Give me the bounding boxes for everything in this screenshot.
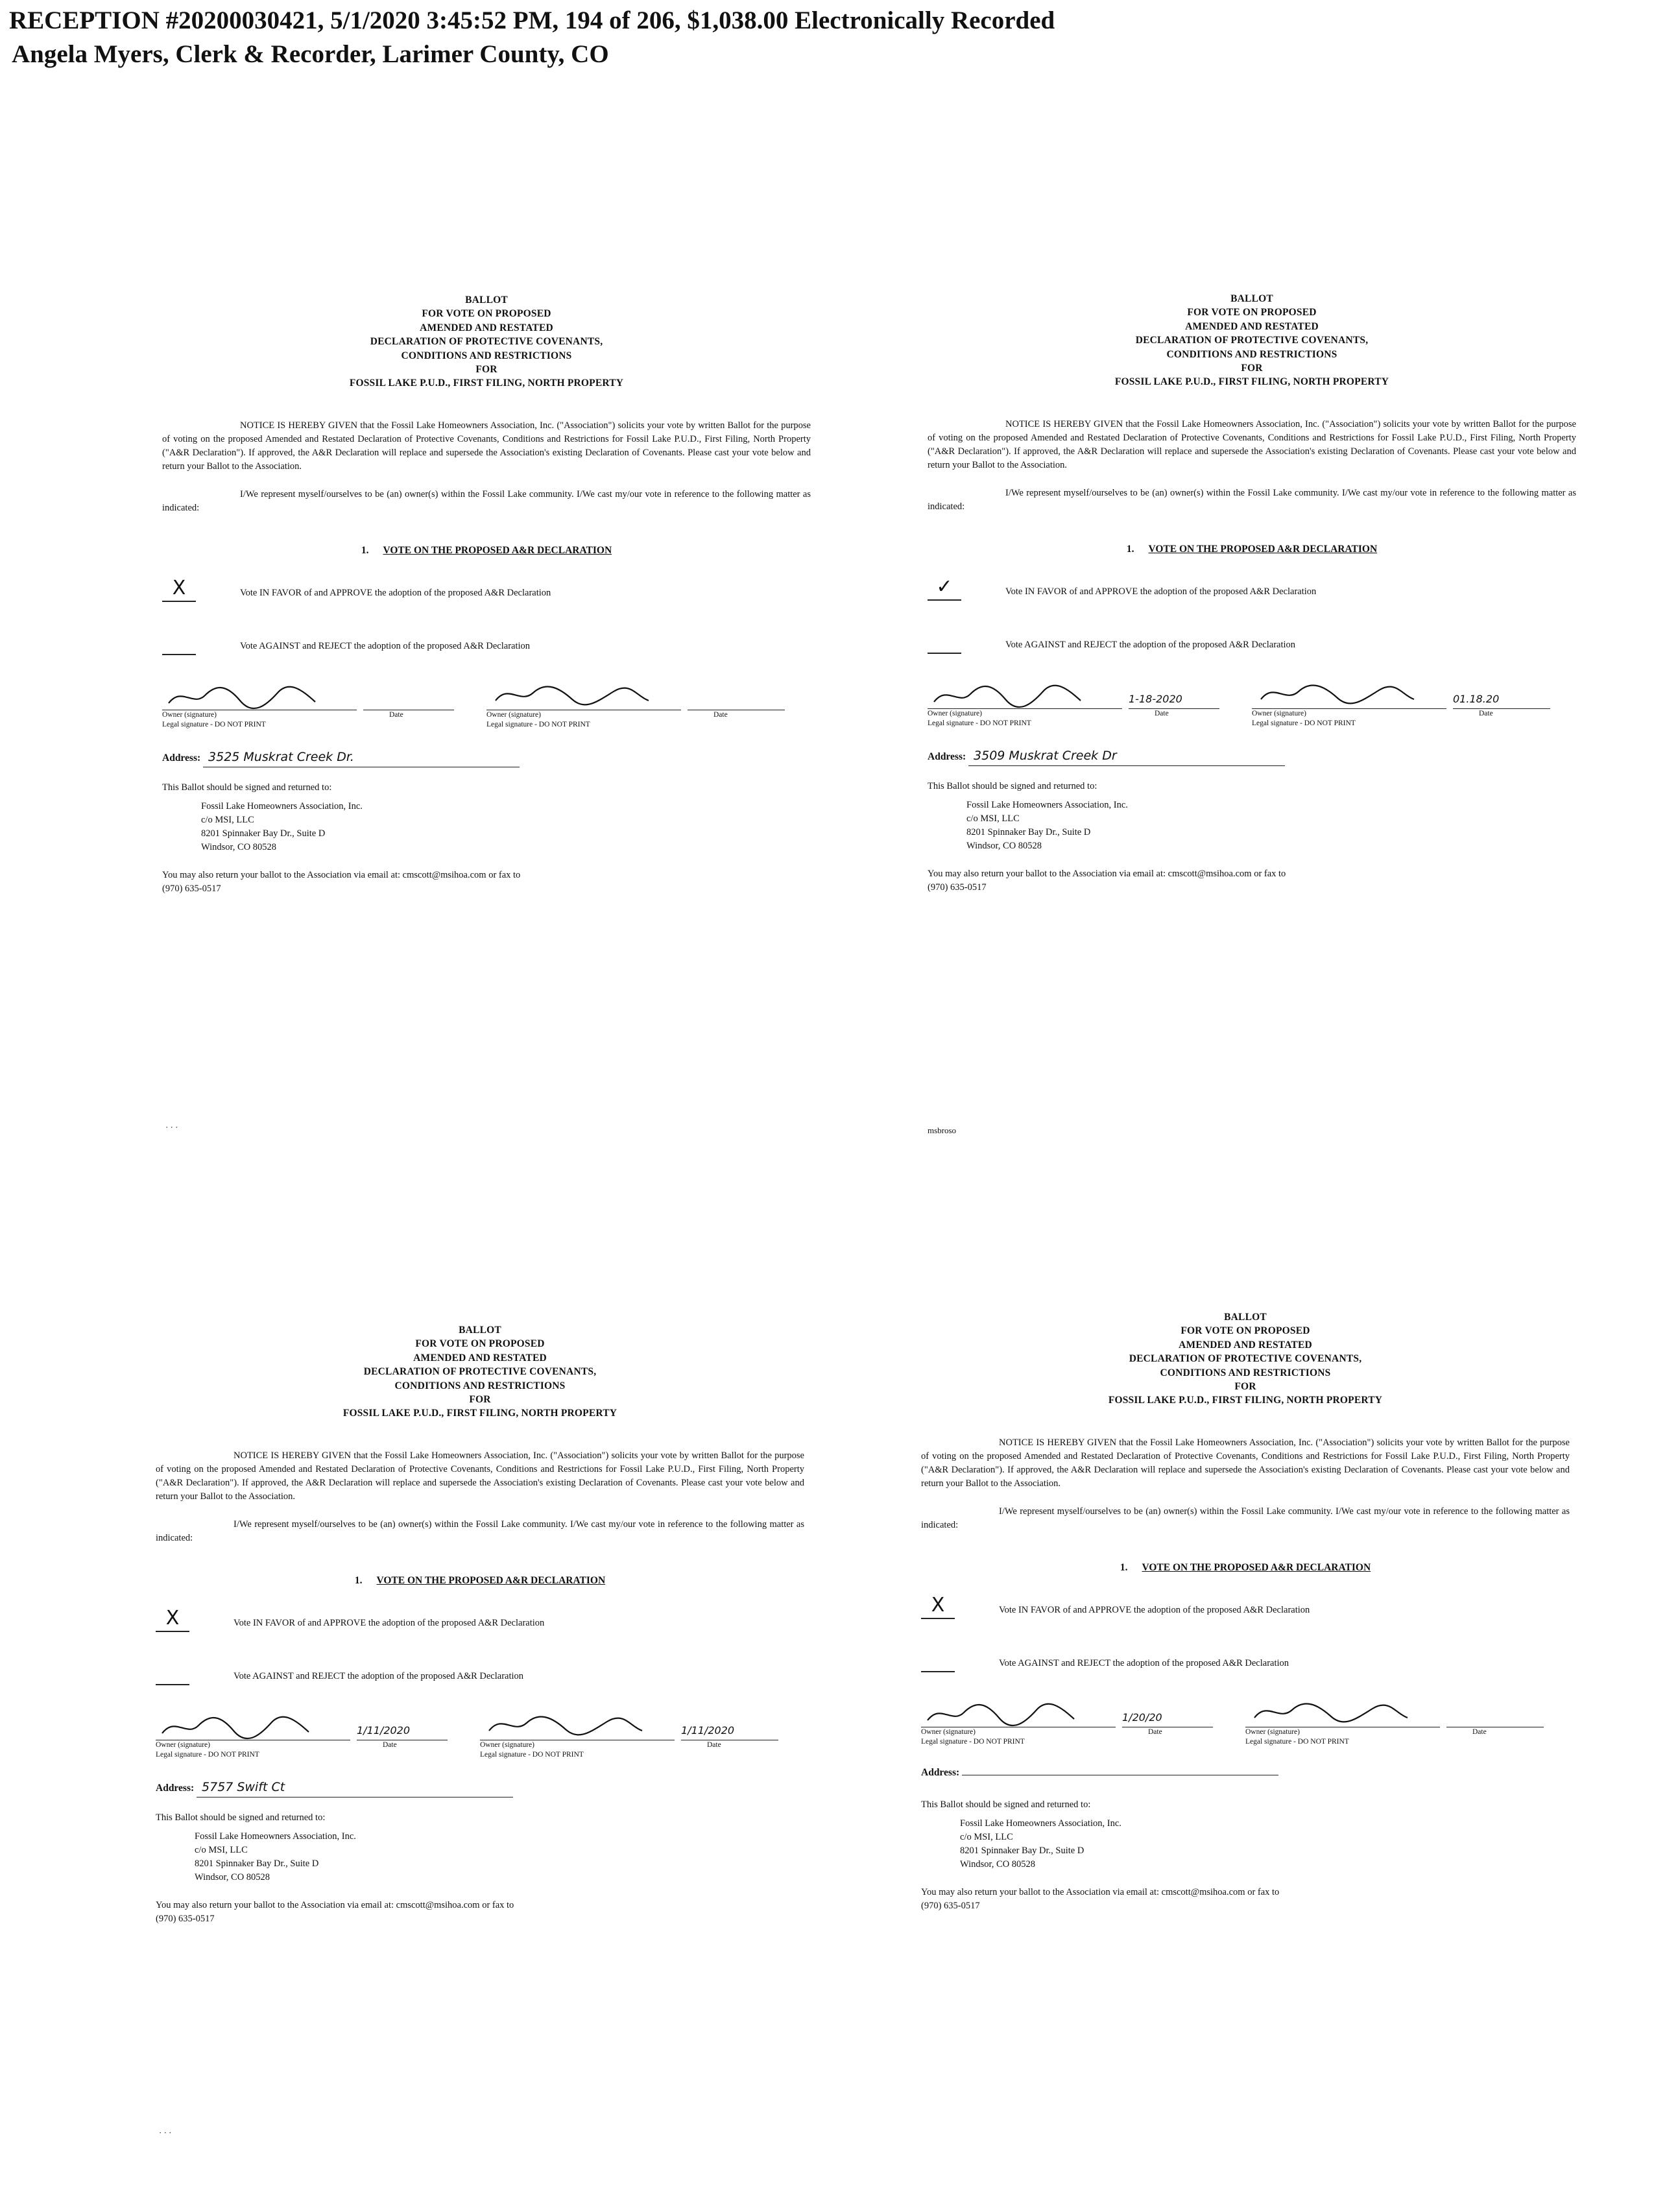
date-caption: Date bbox=[1148, 1728, 1162, 1737]
email-fax-instructions bbox=[928, 867, 1576, 895]
scan-footnote-2: msbroso bbox=[928, 1125, 957, 1135]
association-mailing-address bbox=[195, 1830, 804, 1884]
vote-against-row bbox=[156, 1666, 804, 1687]
association-mailing-address bbox=[966, 799, 1576, 853]
date-caption: Date bbox=[1472, 1728, 1487, 1737]
owner-2-date-block bbox=[688, 679, 785, 719]
signature-row bbox=[162, 679, 811, 737]
mailing-address-line: Fossil Lake Homeowners Association, Inc. bbox=[201, 801, 363, 812]
owner-2-date-block bbox=[681, 1709, 778, 1749]
mailing-address-line: c/o MSI, LLC bbox=[195, 1845, 248, 1856]
handwritten-signature bbox=[1252, 677, 1446, 708]
email-fax-instructions bbox=[162, 869, 811, 896]
recording-header-line-1: RECEPTION #20200030421, 5/1/2020 3:45:52 PM, 194 of 206, $1,038.00 Electronically Recorded bbox=[9, 6, 1055, 34]
email-instructions: You may also return your ballot to the Association via email at: cmscott@msihoa.com or fax to bbox=[921, 1887, 1280, 1898]
mailing-address-line: Fossil Lake Homeowners Association, Inc. bbox=[960, 1818, 1121, 1829]
owner-1-signature-block bbox=[162, 679, 357, 729]
scan-footnote-3: · · · bbox=[159, 2128, 172, 2137]
ballot-title-line: CONDITIONS AND RESTRICTIONS bbox=[394, 1380, 566, 1391]
owner-1-date: 1/11/2020 bbox=[357, 1724, 411, 1737]
section-heading bbox=[921, 1561, 1570, 1575]
mailing-address-line: 8201 Spinnaker Bay Dr., Suite D bbox=[195, 1858, 319, 1869]
ballot-title bbox=[162, 293, 811, 391]
vote-against-row bbox=[162, 636, 811, 656]
mailing-address-line: Windsor, CO 80528 bbox=[201, 842, 277, 853]
address-label: Address: bbox=[928, 751, 966, 763]
ballot-title-line: FOR bbox=[475, 363, 497, 375]
address-field[interactable]: 3509 Muskrat Creek Dr bbox=[968, 747, 1285, 766]
section-number: 1. bbox=[354, 1574, 363, 1586]
vote-against-label: Vote AGAINST and REJECT the adoption of the proposed A&R Declaration bbox=[999, 1658, 1289, 1669]
ballot-title-line: CONDITIONS AND RESTRICTIONS bbox=[1166, 348, 1337, 360]
fax-number: (970) 635-0517 bbox=[162, 884, 221, 895]
ballot-title bbox=[921, 1310, 1570, 1408]
vote-against-row bbox=[928, 634, 1576, 655]
vote-favor-row bbox=[928, 575, 1576, 602]
section-title: VOTE ON THE PROPOSED A&R DECLARATION bbox=[376, 1574, 606, 1586]
section-number: 1. bbox=[1126, 543, 1134, 555]
owner-2-signature-line[interactable] bbox=[1252, 677, 1446, 709]
owner-2-signature-line[interactable] bbox=[1245, 1696, 1440, 1727]
owner-representation: I/We represent myself/ourselves to be (an) owner(s) within the Fossil Lake community. I/We cast my/our vote in reference to the following matter as indicated: bbox=[928, 487, 1576, 512]
address-row bbox=[928, 747, 1576, 771]
mailing-address-line: Fossil Lake Homeowners Association, Inc. bbox=[966, 800, 1128, 811]
owner-1-legal-caption: Legal signature - DO NOT PRINT bbox=[921, 1737, 1025, 1746]
notice-paragraph: NOTICE IS HEREBY GIVEN that the Fossil Lake Homeowners Association, Inc. ("Association") solicits your vote by written Ballot for the purpose of voting on the proposed Amended and Restated Declaration of Protective Covenants, Conditions and Restrictions for Fossil Lake P.U.D., First Filing, North Property ("A&R Declaration"). If approved, the A&R Declaration will replace and supersede the Association's existing Declaration of Covenants. Please cast your vote below and return your Ballot to the Association. bbox=[156, 1450, 804, 1502]
fax-number: (970) 635-0517 bbox=[921, 1901, 980, 1912]
owner-2-date-block bbox=[1446, 1696, 1544, 1737]
vote-favor-checkbox[interactable]: X bbox=[921, 1596, 955, 1619]
mailing-address-line: Fossil Lake Homeowners Association, Inc. bbox=[195, 1831, 356, 1842]
vote-favor-label: Vote IN FAVOR of and APPROVE the adoption of the proposed A&R Declaration bbox=[240, 588, 551, 599]
ballot-title-line: AMENDED AND RESTATED bbox=[1179, 1339, 1312, 1351]
ballot-title-line: FOSSIL LAKE P.U.D., FIRST FILING, NORTH PROPERTY bbox=[1114, 376, 1389, 388]
return-instructions: This Ballot should be signed and returned to: bbox=[156, 1812, 326, 1823]
handwritten-signature bbox=[928, 677, 1122, 708]
date-caption: Date bbox=[389, 711, 403, 719]
vote-favor-row bbox=[156, 1607, 804, 1633]
owner-2-legal-caption: Legal signature - DO NOT PRINT bbox=[1245, 1737, 1349, 1746]
owner-1-caption bbox=[162, 710, 357, 719]
ballot-title-line: FOR VOTE ON PROPOSED bbox=[1181, 1325, 1310, 1337]
email-fax-instructions bbox=[921, 1886, 1570, 1913]
ballot-title-line: CONDITIONS AND RESTRICTIONS bbox=[401, 350, 572, 361]
ballot-title-line: FOR VOTE ON PROPOSED bbox=[1187, 307, 1317, 319]
owner-1-signature-block bbox=[928, 677, 1122, 728]
section-heading bbox=[156, 1574, 804, 1588]
section-title: VOTE ON THE PROPOSED A&R DECLARATION bbox=[1142, 1561, 1371, 1573]
ballot-title-line: FOR VOTE ON PROPOSED bbox=[422, 308, 551, 320]
owner-1-signature-line[interactable] bbox=[156, 1709, 350, 1740]
mailing-address-line: c/o MSI, LLC bbox=[966, 813, 1020, 824]
ballot-title-line: FOR bbox=[469, 1393, 491, 1405]
address-field[interactable]: 5757 Swift Ct bbox=[197, 1779, 513, 1797]
ballot-title bbox=[156, 1323, 804, 1421]
ballot-title-line: AMENDED AND RESTATED bbox=[1185, 320, 1319, 332]
ballot-form-2 bbox=[928, 292, 1576, 895]
owner-1-date-block bbox=[357, 1709, 448, 1749]
ballot-title-line: FOR bbox=[1241, 362, 1263, 374]
vote-favor-row bbox=[162, 577, 811, 603]
owner-2-signature-block bbox=[1245, 1696, 1440, 1746]
handwritten-signature bbox=[156, 1709, 350, 1740]
notice-paragraph: NOTICE IS HEREBY GIVEN that the Fossil Lake Homeowners Association, Inc. ("Association") solicits your vote by written Ballot for the purpose of voting on the proposed Amended and Restated Declaration of Protective Covenants, Conditions and Restrictions for Fossil Lake P.U.D., First Filing, North Property ("A&R Declaration"). If approved, the A&R Declaration will replace and supersede the Association's existing Declaration of Covenants. Please cast your vote below and return your Ballot to the Association. bbox=[921, 1437, 1570, 1489]
vote-favor-checkbox[interactable]: ✓ bbox=[928, 577, 961, 601]
vote-against-checkbox[interactable] bbox=[162, 632, 196, 655]
owner-2-date: 1/11/2020 bbox=[681, 1724, 735, 1737]
owner-caption-text: Owner (signature) bbox=[1245, 1728, 1300, 1737]
owner-1-date-line[interactable] bbox=[1129, 677, 1219, 709]
notice-paragraph: NOTICE IS HEREBY GIVEN that the Fossil Lake Homeowners Association, Inc. ("Association") solicits your vote by written Ballot for the purpose of voting on the proposed Amended and Restated Declaration of Protective Covenants, Conditions and Restrictions for Fossil Lake P.U.D., First Filing, North Property ("A&R Declaration"). If approved, the A&R Declaration will replace and supersede the Association's existing Declaration of Covenants. Please cast your vote below and return your Ballot to the Association. bbox=[928, 418, 1576, 470]
owner-caption-text: Owner (signature) bbox=[486, 711, 541, 719]
owner-2-legal-caption: Legal signature - DO NOT PRINT bbox=[480, 1750, 584, 1759]
section-number: 1. bbox=[361, 544, 369, 556]
owner-2-date-line[interactable] bbox=[1446, 1696, 1544, 1727]
owner-2-signature-line[interactable] bbox=[486, 679, 681, 710]
mailing-address-line: c/o MSI, LLC bbox=[960, 1832, 1013, 1843]
owner-2-legal-caption: Legal signature - DO NOT PRINT bbox=[1252, 719, 1356, 727]
fax-number: (970) 635-0517 bbox=[928, 882, 987, 893]
section-heading bbox=[162, 544, 811, 558]
ballot-title-line: FOSSIL LAKE P.U.D., FIRST FILING, NORTH PROPERTY bbox=[1108, 1395, 1383, 1406]
ballot-title-line: DECLARATION OF PROTECTIVE COVENANTS, bbox=[1129, 1353, 1362, 1365]
signature-row bbox=[921, 1696, 1570, 1754]
owner-1-date-block bbox=[1129, 677, 1219, 718]
vote-against-label: Vote AGAINST and REJECT the adoption of the proposed A&R Declaration bbox=[240, 641, 531, 652]
vote-favor-label: Vote IN FAVOR of and APPROVE the adoption of the proposed A&R Declaration bbox=[1005, 586, 1317, 597]
handwritten-signature bbox=[480, 1709, 675, 1740]
fax-number: (970) 635-0517 bbox=[156, 1914, 215, 1925]
address-field[interactable]: 3525 Muskrat Creek Dr. bbox=[203, 749, 520, 767]
address-label: Address: bbox=[162, 752, 201, 764]
email-instructions: You may also return your ballot to the Association via email at: cmscott@msihoa.com or fax to bbox=[156, 1900, 514, 1911]
notice-paragraph: NOTICE IS HEREBY GIVEN that the Fossil Lake Homeowners Association, Inc. ("Association") solicits your vote by written Ballot for the purpose of voting on the proposed Amended and Restated Declaration of Protective Covenants, Conditions and Restrictions for Fossil Lake P.U.D., First Filing, North Property ("A&R Declaration"). If approved, the A&R Declaration will replace and supersede the Association's existing Declaration of Covenants. Please cast your vote below and return your Ballot to the Association. bbox=[162, 420, 811, 472]
handwritten-signature bbox=[1245, 1696, 1440, 1727]
section-title: VOTE ON THE PROPOSED A&R DECLARATION bbox=[1148, 543, 1378, 555]
section-title: VOTE ON THE PROPOSED A&R DECLARATION bbox=[383, 544, 612, 556]
handwritten-signature bbox=[486, 679, 681, 710]
owner-2-caption bbox=[1245, 1727, 1440, 1737]
email-instructions: You may also return your ballot to the Association via email at: cmscott@msihoa.com or fax to bbox=[162, 870, 521, 881]
date-caption: Date bbox=[383, 1741, 397, 1749]
ballot-title-line: FOSSIL LAKE P.U.D., FIRST FILING, NORTH PROPERTY bbox=[342, 1408, 617, 1419]
ballot-form-1 bbox=[162, 293, 811, 896]
vote-against-checkbox[interactable] bbox=[156, 1662, 189, 1685]
owner-1-date-line[interactable] bbox=[363, 679, 454, 710]
date-caption: Date bbox=[1479, 710, 1493, 718]
ballot-title-line: BALLOT bbox=[1224, 1312, 1267, 1323]
owner-1-caption bbox=[928, 709, 1122, 718]
address-row bbox=[156, 1779, 804, 1802]
owner-1-date-block bbox=[363, 679, 454, 719]
ballot-form-3 bbox=[156, 1323, 804, 1926]
signature-row bbox=[928, 677, 1576, 736]
owner-1-signature-line[interactable] bbox=[928, 677, 1122, 709]
owner-caption-text: Owner (signature) bbox=[921, 1728, 976, 1737]
owner-caption-text: Owner (signature) bbox=[162, 711, 217, 719]
vote-against-checkbox[interactable] bbox=[928, 631, 961, 654]
handwritten-signature bbox=[921, 1696, 1116, 1727]
owner-2-date-line[interactable] bbox=[1453, 677, 1550, 709]
email-fax-instructions bbox=[156, 1899, 804, 1926]
ballot-title-line: DECLARATION OF PROTECTIVE COVENANTS, bbox=[1135, 335, 1369, 346]
owner-1-caption bbox=[921, 1727, 1116, 1737]
return-instructions: This Ballot should be signed and returned to: bbox=[921, 1799, 1091, 1810]
vote-favor-label: Vote IN FAVOR of and APPROVE the adoption of the proposed A&R Declaration bbox=[999, 1605, 1310, 1616]
mailing-address-line: 8201 Spinnaker Bay Dr., Suite D bbox=[966, 827, 1091, 838]
owner-2-date: 01.18.20 bbox=[1453, 693, 1500, 706]
owner-2-caption bbox=[1252, 709, 1446, 718]
date-caption: Date bbox=[1155, 710, 1169, 718]
ballot-title-line: CONDITIONS AND RESTRICTIONS bbox=[1160, 1367, 1331, 1378]
address-row bbox=[921, 1766, 1570, 1789]
owner-1-date-line[interactable] bbox=[357, 1709, 448, 1740]
signature-row bbox=[156, 1709, 804, 1767]
owner-1-date-block bbox=[1122, 1696, 1213, 1737]
mailing-address-line: c/o MSI, LLC bbox=[201, 815, 254, 826]
return-instructions: This Ballot should be signed and returned to: bbox=[162, 782, 332, 793]
ballot-title-line: AMENDED AND RESTATED bbox=[413, 1352, 547, 1364]
owner-1-legal-caption: Legal signature - DO NOT PRINT bbox=[928, 719, 1031, 727]
ballot-title-line: BALLOT bbox=[465, 295, 508, 306]
recording-header-line-2: Angela Myers, Clerk & Recorder, Larimer County, CO bbox=[12, 40, 609, 68]
owner-1-date: 1/20/20 bbox=[1122, 1711, 1162, 1724]
vote-against-label: Vote AGAINST and REJECT the adoption of the proposed A&R Declaration bbox=[234, 1671, 524, 1682]
owner-1-caption bbox=[156, 1740, 350, 1749]
owner-2-signature-block bbox=[486, 679, 681, 729]
owner-representation: I/We represent myself/ourselves to be (an) owner(s) within the Fossil Lake community. I/We cast my/our vote in reference to the following matter as indicated: bbox=[162, 488, 811, 513]
owner-caption-text: Owner (signature) bbox=[156, 1741, 210, 1749]
mailing-address-line: 8201 Spinnaker Bay Dr., Suite D bbox=[201, 828, 326, 839]
owner-2-caption bbox=[486, 710, 681, 719]
ballot-title-line: BALLOT bbox=[1230, 293, 1273, 304]
scan-footnote-1: · · · bbox=[165, 1122, 178, 1132]
email-instructions: You may also return your ballot to the Association via email at: cmscott@msihoa.com or fax to bbox=[928, 869, 1286, 880]
address-label: Address: bbox=[156, 1783, 195, 1794]
ballot-title-line: DECLARATION OF PROTECTIVE COVENANTS, bbox=[363, 1366, 597, 1378]
section-number: 1. bbox=[1120, 1561, 1128, 1573]
address-label: Address: bbox=[921, 1767, 960, 1779]
owner-1-date-line[interactable] bbox=[1122, 1696, 1213, 1727]
address-row bbox=[162, 749, 811, 772]
mailing-address-line: 8201 Spinnaker Bay Dr., Suite D bbox=[960, 1845, 1085, 1857]
association-mailing-address bbox=[201, 800, 811, 854]
mailing-address-line: Windsor, CO 80528 bbox=[960, 1859, 1036, 1870]
owner-caption-text: Owner (signature) bbox=[1252, 710, 1306, 718]
owner-1-legal-caption: Legal signature - DO NOT PRINT bbox=[156, 1750, 259, 1759]
owner-2-signature-block bbox=[480, 1709, 675, 1759]
owner-1-signature-line[interactable] bbox=[162, 679, 357, 710]
mailing-address-line: Windsor, CO 80528 bbox=[195, 1872, 270, 1883]
ballot-form-4 bbox=[921, 1310, 1570, 1913]
ballot-title-line: BALLOT bbox=[459, 1325, 501, 1336]
vote-favor-label: Vote IN FAVOR of and APPROVE the adoption of the proposed A&R Declaration bbox=[234, 1618, 545, 1629]
ballot-title-line: FOR bbox=[1234, 1380, 1256, 1392]
association-mailing-address bbox=[960, 1817, 1570, 1871]
ballot-title-line: AMENDED AND RESTATED bbox=[420, 322, 553, 333]
owner-2-date-block bbox=[1453, 677, 1550, 718]
date-caption: Date bbox=[713, 711, 728, 719]
ballot-title-line: FOSSIL LAKE P.U.D., FIRST FILING, NORTH PROPERTY bbox=[349, 378, 624, 389]
vote-favor-checkbox[interactable]: X bbox=[156, 1609, 189, 1632]
owner-1-legal-caption: Legal signature - DO NOT PRINT bbox=[162, 720, 266, 728]
owner-2-date-line[interactable] bbox=[688, 679, 785, 710]
owner-1-signature-block bbox=[921, 1696, 1116, 1746]
vote-against-row bbox=[921, 1653, 1570, 1674]
owner-caption-text: Owner (signature) bbox=[480, 1741, 534, 1749]
owner-caption-text: Owner (signature) bbox=[928, 710, 982, 718]
return-instructions: This Ballot should be signed and returned to: bbox=[928, 781, 1097, 792]
vote-against-label: Vote AGAINST and REJECT the adoption of the proposed A&R Declaration bbox=[1005, 640, 1296, 651]
vote-against-checkbox[interactable] bbox=[921, 1649, 955, 1672]
owner-representation: I/We represent myself/ourselves to be (an) owner(s) within the Fossil Lake community. I/We cast my/our vote in reference to the following matter as indicated: bbox=[921, 1506, 1570, 1530]
date-caption: Date bbox=[707, 1741, 721, 1749]
ballot-title-line: FOR VOTE ON PROPOSED bbox=[415, 1338, 545, 1350]
owner-representation: I/We represent myself/ourselves to be (an) owner(s) within the Fossil Lake community. I/We cast my/our vote in reference to the following matter as indicated: bbox=[156, 1519, 804, 1543]
mailing-address-line: Windsor, CO 80528 bbox=[966, 841, 1042, 852]
owner-2-date-line[interactable] bbox=[681, 1709, 778, 1740]
handwritten-signature bbox=[162, 679, 357, 710]
vote-favor-checkbox[interactable]: X bbox=[162, 579, 196, 602]
owner-1-signature-line[interactable] bbox=[921, 1696, 1116, 1727]
owner-1-date: 1-18-2020 bbox=[1129, 693, 1182, 706]
owner-2-caption bbox=[480, 1740, 675, 1749]
owner-1-signature-block bbox=[156, 1709, 350, 1759]
ballot-title bbox=[928, 292, 1576, 389]
section-heading bbox=[928, 542, 1576, 557]
owner-2-signature-block bbox=[1252, 677, 1446, 728]
owner-2-signature-line[interactable] bbox=[480, 1709, 675, 1740]
ballot-title-line: DECLARATION OF PROTECTIVE COVENANTS, bbox=[370, 336, 603, 348]
owner-2-legal-caption: Legal signature - DO NOT PRINT bbox=[486, 720, 590, 728]
vote-favor-row bbox=[921, 1594, 1570, 1620]
